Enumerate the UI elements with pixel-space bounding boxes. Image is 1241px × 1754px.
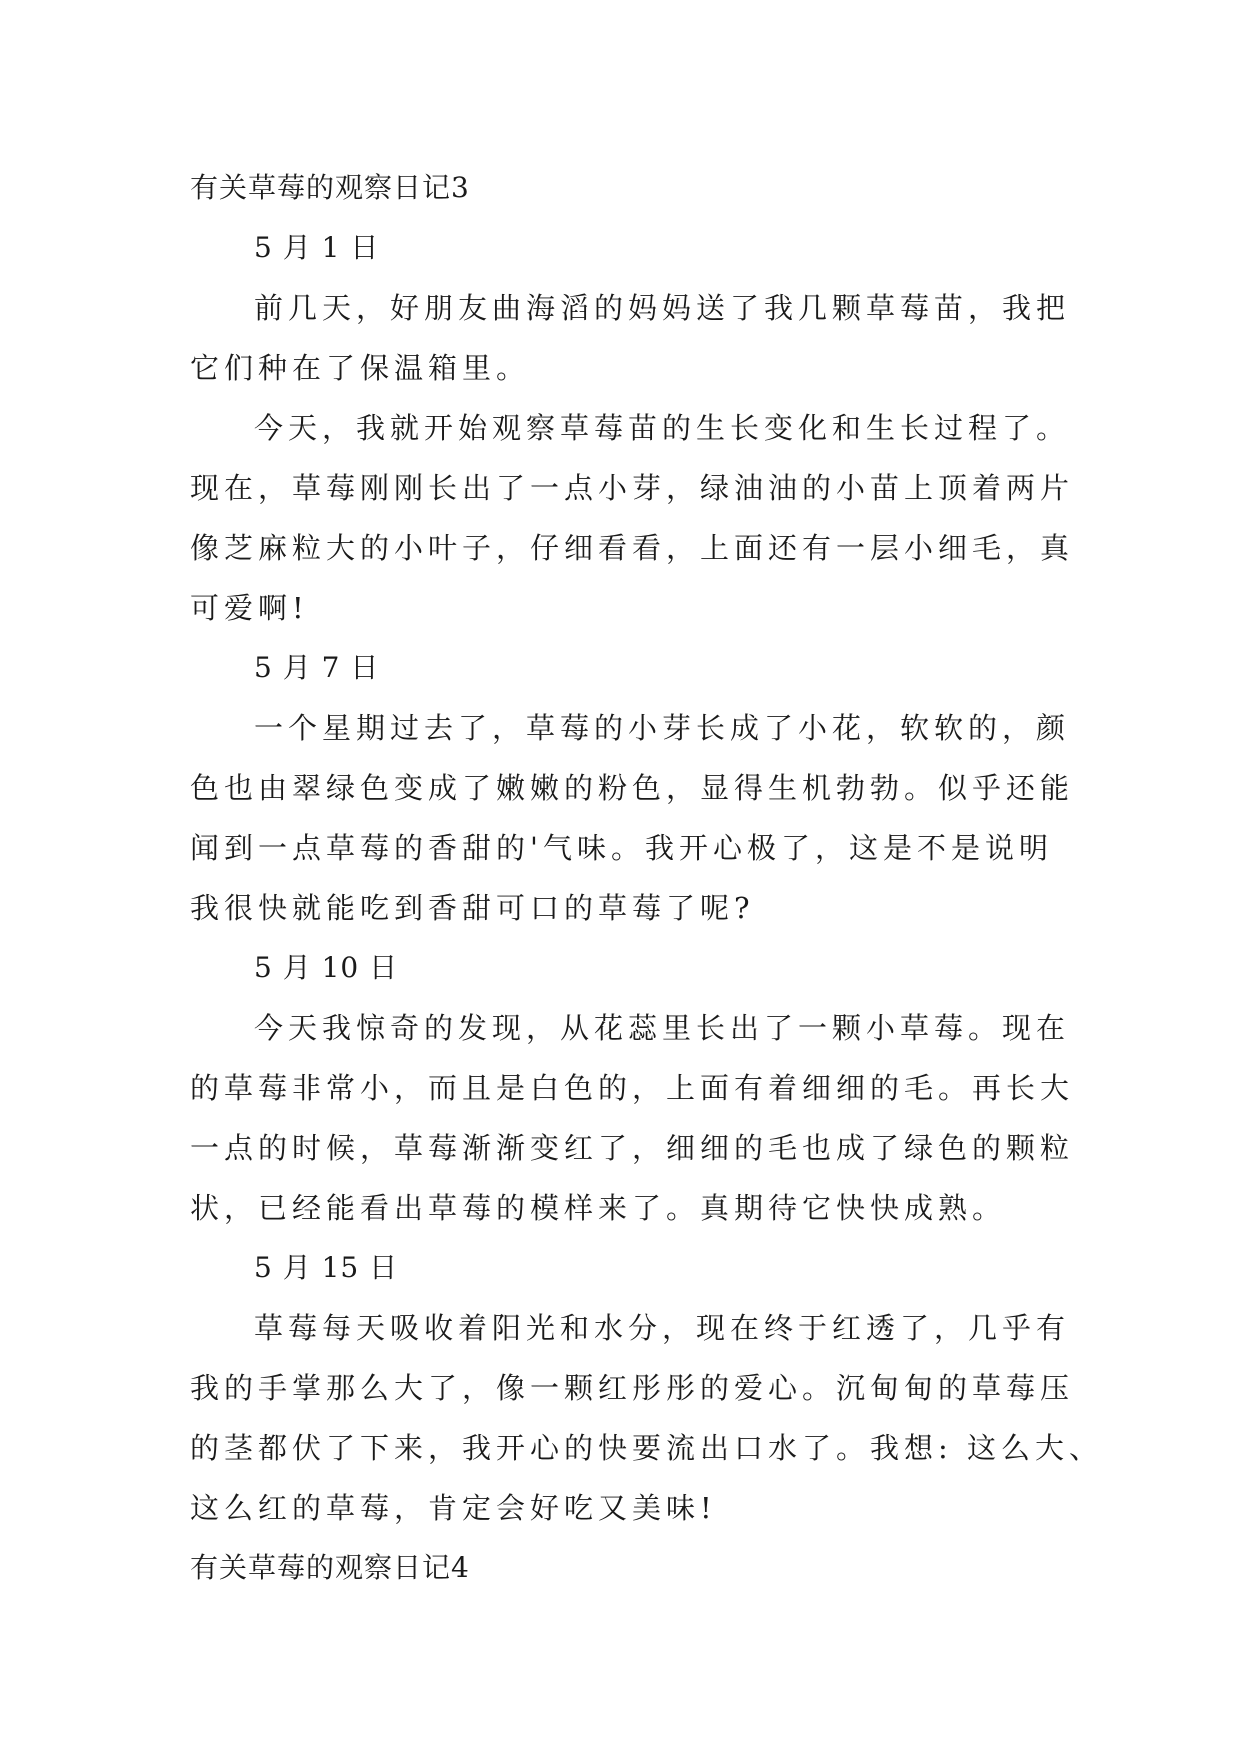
paragraph-line: 我的手掌那么大了，像一颗红彤彤的爱心。沉甸甸的草莓压 (190, 1371, 1075, 1405)
paragraph-line: 一点的时候，草莓渐渐变红了，细细的毛也成了绿色的颗粒 (190, 1131, 1075, 1165)
paragraph-line: 它们种在了保温箱里。 (190, 351, 531, 385)
entry-paragraph (190, 698, 1075, 938)
paragraph-line: 前几天，好朋友曲海滔的妈妈送了我几颗草莓苗，我把 (254, 291, 1071, 325)
document-body (190, 158, 1103, 1598)
entry-paragraph (190, 998, 1075, 1238)
entry-paragraph (190, 398, 1075, 638)
paragraph-line: 今天，我就开始观察草莓苗的生长变化和生长过程了。 (254, 411, 1071, 445)
entry-date: 5 月 10 日 (254, 951, 399, 984)
entry-date: 5 月 15 日 (254, 1251, 399, 1284)
paragraph-line: 可爱啊! (190, 591, 309, 625)
entry-paragraph (190, 278, 1071, 398)
paragraph-line: 我很快就能吃到香甜可口的草莓了呢? (190, 891, 755, 925)
paragraph-line: 的草莓非常小，而且是白色的，上面有着细细的毛。再长大 (190, 1071, 1075, 1105)
diary-title-3: 有关草莓的观察日记3 (190, 171, 470, 204)
paragraph-line: 现在，草莓刚刚长出了一点小芽，绿油油的小苗上顶着两片 (190, 471, 1075, 505)
paragraph-line: 闻到一点草莓的香甜的'气味。我开心极了，这是不是说明 (190, 831, 1053, 865)
entry-date: 5 月 7 日 (254, 651, 380, 684)
paragraph-line: 像芝麻粒大的小叶子，仔细看看，上面还有一层小细毛，真 (190, 531, 1075, 565)
paragraph-line: 一个星期过去了，草莓的小芽长成了小花，软软的，颜 (254, 711, 1071, 745)
paragraph-line: 色也由翠绿色变成了嫩嫩的粉色，显得生机勃勃。似乎还能 (190, 771, 1075, 805)
entry-paragraph (190, 1298, 1103, 1538)
paragraph-line: 状，已经能看出草莓的模样来了。真期待它快快成熟。 (190, 1191, 1007, 1225)
diary-title-4: 有关草莓的观察日记4 (190, 1551, 470, 1584)
paragraph-line: 今天我惊奇的发现，从花蕊里长出了一颗小草莓。现在 (254, 1011, 1071, 1045)
paragraph-line: 草莓每天吸收着阳光和水分，现在终于红透了，几乎有 (254, 1311, 1071, 1345)
entry-date: 5 月 1 日 (254, 231, 380, 264)
paragraph-line: 这么红的草莓，肯定会好吃又美味! (190, 1491, 717, 1525)
paragraph-line: 的茎都伏了下来，我开心的快要流出口水了。我想: 这么大、 (190, 1431, 1103, 1465)
